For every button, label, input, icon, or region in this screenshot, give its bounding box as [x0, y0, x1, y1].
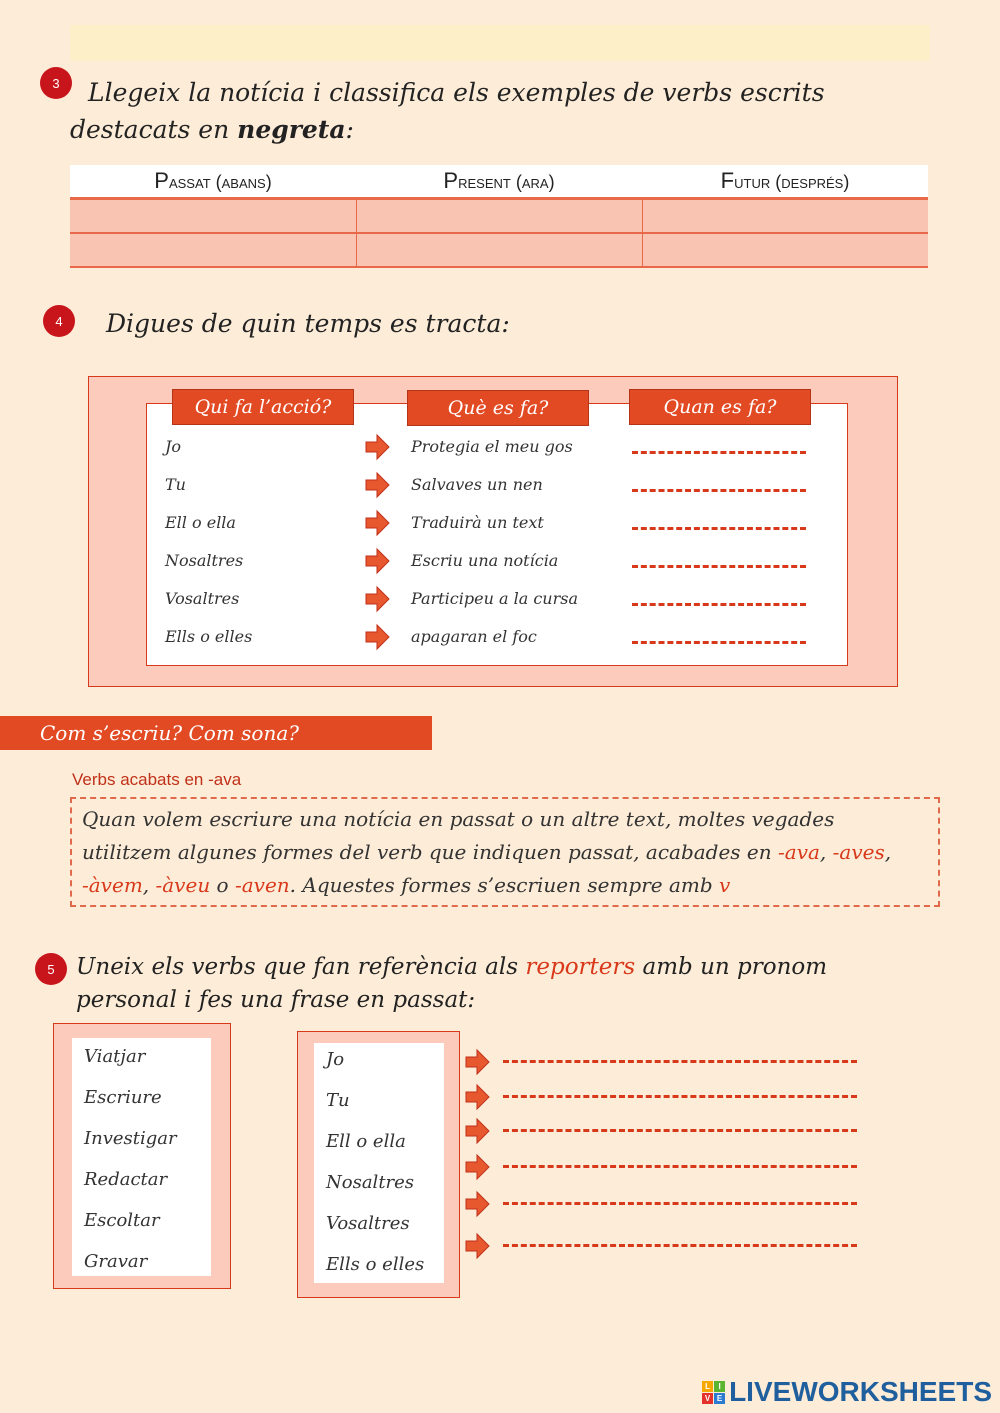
header-who: Qui fa l’acció?: [172, 389, 354, 425]
arrow-right-icon: [464, 1153, 490, 1181]
section-3-instruction-line1: Llegeix la notícia i classifica els exemples de verbs escrits: [88, 78, 825, 107]
bold-word: negreta: [237, 115, 346, 144]
arrow-right-icon: [464, 1190, 490, 1218]
letter-v: v: [719, 873, 731, 897]
rule-text: ,: [884, 840, 892, 864]
header-bar: [70, 25, 930, 61]
section-3-instruction-line2: [70, 111, 354, 149]
ending-aves: -aves: [832, 840, 885, 864]
verb-item[interactable]: Investigar: [84, 1128, 177, 1149]
arrow-right-icon: [364, 471, 390, 499]
sentence-line-3[interactable]: [503, 1165, 857, 1168]
sentence-line-5[interactable]: [503, 1244, 857, 1247]
arrow-right-icon: [464, 1117, 490, 1145]
section-4-number: 4: [43, 305, 75, 337]
cell-past-1[interactable]: [70, 199, 356, 234]
pronoun-item[interactable]: Ells o elles: [326, 1254, 425, 1275]
answer-line-2[interactable]: [632, 527, 806, 530]
liveworksheets-logo: [702, 1376, 992, 1408]
arrow-right-icon: [364, 623, 390, 651]
arrow-right-icon: [364, 433, 390, 461]
classification-table: [70, 165, 928, 268]
who-2: Ell o ella: [165, 513, 236, 532]
ending-ava: -ava: [778, 840, 820, 864]
reporters-word: reporters: [525, 954, 636, 980]
section-3-number: 3: [40, 67, 72, 99]
header-past: Passat (abans): [70, 165, 356, 199]
section-5-number: 5: [35, 953, 67, 985]
verb-item[interactable]: Escoltar: [84, 1210, 160, 1231]
who-4: Vosaltres: [165, 589, 240, 608]
rule-text: . Aquestes formes s’escriuen sempre amb: [289, 873, 720, 897]
arrow-right-icon: [364, 547, 390, 575]
verb-item[interactable]: Viatjar: [84, 1046, 146, 1067]
pronoun-item[interactable]: Ell o ella: [326, 1131, 406, 1152]
pronoun-item[interactable]: Nosaltres: [326, 1172, 415, 1193]
instruction-colon: :: [345, 115, 354, 144]
arrow-right-icon: [464, 1048, 490, 1076]
instruction-text: amb un pronom: [635, 954, 828, 980]
who-1: Tu: [165, 475, 186, 494]
sentence-line-4[interactable]: [503, 1202, 857, 1205]
ending-avem: -àvem: [82, 873, 143, 897]
who-5: Ells o elles: [165, 627, 253, 646]
verb-item[interactable]: Gravar: [84, 1251, 148, 1272]
logo-text: LIVEWORKSHEETS: [729, 1376, 992, 1407]
pronoun-item[interactable]: Tu: [326, 1090, 350, 1111]
answer-line-0[interactable]: [632, 451, 806, 454]
answer-line-4[interactable]: [632, 603, 806, 606]
rule-text: ,: [142, 873, 156, 897]
cell-past-2[interactable]: [70, 233, 356, 267]
who-0: Jo: [165, 437, 182, 456]
rule-text: o: [210, 873, 235, 897]
what-1: Salvaves un nen: [411, 475, 543, 494]
ending-aveu: -àveu: [155, 873, 211, 897]
verb-item[interactable]: Redactar: [84, 1169, 168, 1190]
arrow-right-icon: [464, 1232, 490, 1260]
sentence-line-1[interactable]: [503, 1095, 857, 1098]
ending-aven: -aven: [234, 873, 290, 897]
arrow-right-icon: [364, 585, 390, 613]
what-3: Escriu una notícia: [411, 551, 559, 570]
logo-mark-icon: L I V E: [702, 1381, 725, 1404]
header-present: Present (ara): [356, 165, 642, 199]
rule-text: Quan volem escriure una notícia en passat o un altre text, moltes vegades utilitzem algunes formes del verb que indiquen passat, acabades en: [82, 807, 835, 864]
header-when: Quan es fa?: [629, 389, 811, 425]
sentence-line-0[interactable]: [503, 1060, 857, 1063]
verbs-list: [72, 1038, 211, 1276]
answer-line-3[interactable]: [632, 565, 806, 568]
rule-text: ,: [819, 840, 827, 864]
section-5-instruction-line2: personal i fes una frase en passat:: [76, 987, 476, 1013]
pronoun-item[interactable]: Jo: [326, 1049, 345, 1070]
section-banner: Com s’escriu? Com sona?: [0, 716, 432, 750]
sentence-line-2[interactable]: [503, 1129, 857, 1132]
answer-line-5[interactable]: [632, 641, 806, 644]
pronouns-list: [314, 1043, 444, 1283]
section-4-title: Digues de quin temps es tracta:: [106, 309, 510, 338]
cell-future-1[interactable]: [642, 199, 928, 234]
header-what: Què es fa?: [407, 390, 589, 426]
what-0: Protegia el meu gos: [411, 437, 573, 456]
who-3: Nosaltres: [165, 551, 244, 570]
cell-present-1[interactable]: [356, 199, 642, 234]
verb-item[interactable]: Escriure: [84, 1087, 162, 1108]
cell-future-2[interactable]: [642, 233, 928, 267]
pronoun-item[interactable]: Vosaltres: [326, 1213, 410, 1234]
arrow-right-icon: [464, 1083, 490, 1111]
instruction-text: destacats en: [70, 115, 238, 144]
what-5: apagaran el foc: [411, 627, 537, 646]
what-2: Traduirà un text: [411, 513, 544, 532]
instruction-text: Uneix els verbs que fan referència als: [76, 954, 526, 980]
rule-box: [70, 797, 940, 907]
cell-present-2[interactable]: [356, 233, 642, 267]
what-4: Participeu a la cursa: [411, 589, 578, 608]
rule-subtitle: Verbs acabats en -ava: [72, 770, 242, 789]
answer-line-1[interactable]: [632, 489, 806, 492]
header-future: Futur (després): [642, 165, 928, 199]
arrow-right-icon: [364, 509, 390, 537]
